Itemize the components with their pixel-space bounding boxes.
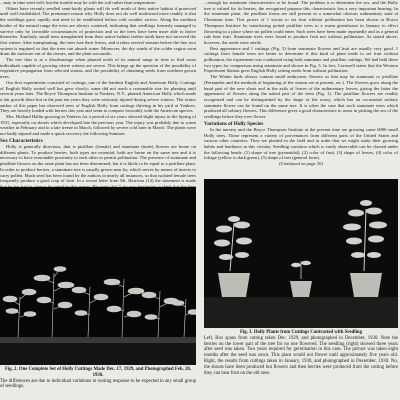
holly-cuttings-photo (0, 187, 196, 365)
paragraph: Best appearance and 1 cuttings (Fig. 3) from staminate flowers and fruit are usually very good. 1 cuttings from female trees are better to determine if this kind of plant tends to set fruit without pollination, the experiment was conducted using both staminate and pistillate cuttings. We had held these two types for comparison using staminate and shown in Fig. 3. In fact, Cornwell states that the Western Experiment Station grew English Holly setting seeds from without pollination. (204, 45, 398, 74)
paragraph: Holly is generally dioecious, that is pistillate (female) and staminate (male) flowers are borne on different plants. To produce berries, both types are essential; both are borne on the same tree and it is necessary to have reasonable proximity to each other to permit pollination. The presence of staminate and pistillate flowers on the same plant has not been determined, but it is likely to be equal to a pistillate plant. In order to produce berries, a staminate tree is usually grown near by, which serves by means of insects to carry pollen. Much seed has been found by the authors in nearly all instances, so that isolated female trees frequently produce a good crop of fruit. In a recent letter from Mr. Harrison (14) the statement is made (0, 144, 196, 184)
paragraph: ...may in time seed well, but the trouble may be with the soil rather than temperature. (0, 0, 157, 5)
paragraph: ...enough for staminate characteristics to be found. The problem is to determine the sex, and the Holly tree is valued for its berries, the recognized purpose this characteristic has a very important bearing. In the staminate plant, the pistillate forms are still present in a somewhat obvious rudimentary state at Christmas time. This power of 1 scions to set fruit without pollination has been shown at Boyce Thompson Institute by transferring potted pistillate trees to a warm greenhouse in January to effect flowering in a place where no pollen could enter. Such trees have been made repeatedly and as a general rule bear fruit. Staminate trees were found to produce fruit not without pollination. As stated above, however, the seeds were sterile. (204, 0, 398, 45)
paragraph: Others have recently seedled semi-hardy plants will do well north of their native habitat if protected until well established. The premature reason why Holly does not do well northward more readily is that the seedlings grow rapidly and need to be established before cold weather arrives. Along the northern border of the natural range the trees are always scattered, indicating that seedlings formerly managed to survive only by favorable circumstances of protection and so the trees have been more able to thrive thereafter. Similarly, small trees transplanted from their native habitat farther north have not survived the first winter. After transplanting, the trees lose their leaves, and it takes several seasons before the fine root system is regained so that the trees can absorb water. Moreover, the dry winds of the colder region soon drain the moisture out of the tissues, and the plant succumbs. (0, 5, 196, 57)
photo-plants-row (0, 187, 196, 365)
left-column (0, 0, 196, 195)
continued-note: (Continued on page 30) (279, 161, 323, 167)
holly-seedling-photo (204, 179, 398, 328)
figure-title: Fig. 2. One Complete Set of Holly Cuttings Made Dec. 17, 1929, and Photographed Feb. 20, 1930. (4, 367, 191, 378)
figure-text: Left, Box spans from cutting taken Dec. 1929, and photographed in December, 1930. Note the berries on the lower part of the tree for no one flowered. The seedling (right) showed three years after seed was taken. Two years required for germination in this case. The picture was taken eight months after the seed was sown. This plant would not flower until approximately five years old. Right, the results from cuttings taken in January, 1930, and photographed in December, 1930. No, the shoots have been produced but flowers and then berries were produced from the cutting before they can bear fruit on the old ones. (204, 335, 398, 376)
paragraph: Mrs. Holland Hallin growing in Yonkers for a period of six years showed slight injury in the Spring of 1931, especially on shoots which developed late the previous year. The injury was probably due to warm weather in February and to a late freeze in March, followed by severe cold later in March. The plants were not badly injured and made a quick recovery the following Summer. (0, 114, 196, 137)
paragraph: Our first experiments consisted of cuttings, one of the hardiest English and American Holly. Cuttings of English Holly rooted well but grew slowly; some did not reach a reasonable size for planting until several years later. The Boyce Thompson Institute at Yonkers, N.Y., planted American Holly which made a fair growth there but in the past ten years they were seriously injured during severe winters. The senior author of this paper has observed trees of English Holly from cuttings thriving in his yard at Yonkers. They are heavily loaded with berries this year and seem to compare favorably with the American species. (0, 79, 196, 114)
figure-text: The differences are due to individual variations in rooting response to be expected in any small group of seedlings. (0, 378, 196, 390)
figure-3-caption (204, 330, 398, 376)
photo-potted-plants (204, 179, 398, 328)
paragraph: The tree thus is at a disadvantage when planted north of its natural range in tests to find some individuals capable of growing where winters are severe. This brings up the question of the possibility of vegetative propagation from selected strains, and the possibility of obtaining seeds from northern grown trees. (0, 57, 196, 80)
section-heading-varieties: Variations of Holly Species (204, 120, 264, 127)
paragraph: In the nursery and the Boyce Thompson Institute at the present time are growing some 6000 small Holly trees. These represent a variety of provenances from different parts of the United States and various other countries. They are planted in the field and in order that we might study their growing habits and hardiness in this vicinity. Seedling variation which is easily observable can be classed under the following heads: (1) shape of tree (pyramidal), (2) color of fruit, (3) shape of leaves, (4) color of foliage (yellow to dark green), (5) shape of tree (general form). (204, 126, 398, 161)
right-column (204, 0, 398, 167)
section-heading-sex: Sex Characteristics (0, 137, 43, 144)
figure-2-caption (0, 367, 196, 390)
figure-title: Fig. 3. Holly Plants from Cuttings Contrasted with Seedling (240, 330, 362, 335)
paragraph: The Winter buds always contain small embryonic flowers so that may be staminate or pistillate (Fernandez and the methods of beginning of the season are at present, etc.). The flowers grow along the basal part of the new shoot and in the axils of leaves of the rudimentary leaves, giving the latter the appearance of flowers along the naked part of the stem (Fig. 1). The pistillate flowers are readily recognized and can be distinguished by the shape of the ovary, which has an occasional solitary staminate flower can be found on the same tree. It is often the case that such staminate trees which produced all solitary flowers. This difference gives a good characteristic to assist in picking the sex of the seedlings before they ever flower. (204, 74, 398, 120)
